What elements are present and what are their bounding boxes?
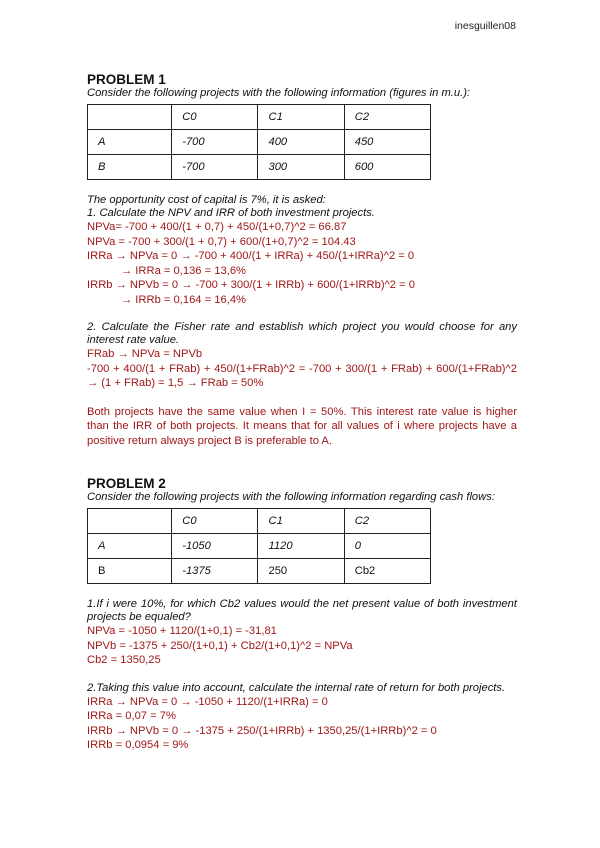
answer-line: NPVb = -1375 + 250/(1+0,1) + Cb2/(1+0,1)^2 = NPVa: [87, 639, 353, 652]
answer-line: IRRa = 0,07 = 7%: [87, 710, 176, 722]
answer-line: → IRRb = 0,164 = 16,4%: [121, 293, 247, 306]
answer-line: IRRb = 0,0954 = 9%: [87, 739, 189, 751]
table-header-row: [88, 509, 431, 534]
answer-line: NPVa = -700 + 300/(1 + 0,7) + 600/(1+0,7)^2 = 104.43: [87, 235, 356, 248]
table-cell: 300: [258, 155, 344, 180]
table-row: [88, 534, 431, 559]
table-header-cell: C1: [258, 105, 344, 130]
table-cell: A: [88, 534, 172, 559]
answer-line: NPVa = -1050 + 1120/(1+0,1) = -31,81: [87, 625, 277, 637]
table-cell: 1120: [258, 534, 344, 559]
problem-2-question-2: 2.Taking this value into account, calculate the internal rate of return for both projects.: [87, 681, 506, 694]
table-header-cell: C2: [344, 105, 430, 130]
table-cell: A: [88, 130, 172, 155]
table-cell: 600: [344, 155, 430, 180]
problem-1-conclusion: Both projects have the same value when I = 50%. This interest rate value is higher than the IRR of both projects. It means that for all values of i where projects have a positive return always project B is preferable to A.: [87, 405, 517, 447]
table-cell: 450: [344, 130, 430, 155]
table-header-cell: C1: [258, 509, 344, 534]
answer-line: -700 + 400/(1 + FRab) + 450/(1+FRab)^2 = -700 + 300/(1 + FRab) + 600/(1+FRab)^2 → (1 + FRab) = 1,5 → FRab = 50%: [87, 362, 517, 389]
table-row: [88, 559, 431, 584]
table-header-cell: [88, 509, 172, 534]
problem-1-question-1: 1. Calculate the NPV and IRR of both investment projects.: [87, 207, 375, 219]
document-body: [87, 72, 517, 753]
problem-2-table: [87, 508, 431, 584]
answer-line: IRRb → NPVb = 0 → -1375 + 250/(1+IRRb) + 1350,25/(1+IRRb)^2 = 0: [87, 724, 437, 737]
table-cell: B: [88, 155, 172, 180]
problem-2-question-1: 1.If i were 10%, for which Cb2 values would the net present value of both investment projects be equaled?: [87, 598, 517, 623]
problem-1-title: PROBLEM 1: [87, 72, 166, 87]
table-cell: Cb2: [344, 559, 430, 584]
answer-line: NPVa= -700 + 400/(1 + 0,7) + 450/(1+0,7)^2 = 66.87: [87, 221, 347, 233]
table-header-row: [88, 105, 431, 130]
answer-line: IRRa → NPVa = 0 → -1050 + 1120/(1+IRRa) = 0: [87, 695, 328, 708]
table-header-cell: C2: [344, 509, 430, 534]
answer-line: → IRRa = 0,136 = 13,6%: [121, 264, 247, 277]
table-header-cell: C0: [172, 105, 258, 130]
problem-1-intro: Consider the following projects with the following information (figures in m.u.):: [87, 87, 471, 99]
table-cell: -700: [172, 155, 258, 180]
problem-2-intro: Consider the following projects with the following information regarding cash flows:: [87, 491, 495, 503]
problem-2-title: PROBLEM 2: [87, 476, 166, 491]
answer-line: FRab → NPVa = NPVb: [87, 348, 203, 360]
table-cell: 400: [258, 130, 344, 155]
table-row: [88, 130, 431, 155]
answer-line: IRRb → NPVb = 0 → -700 + 300/(1 + IRRb) + 600/(1+IRRb)^2 = 0: [87, 279, 415, 291]
table-header-cell: C0: [172, 509, 258, 534]
problem-1-section: [87, 72, 517, 448]
table-cell: 250: [258, 559, 344, 584]
table-cell: -1050: [172, 534, 258, 559]
problem-1-question-2: 2. Calculate the Fisher rate and establish which project you would choose for any interest rate value.: [87, 321, 517, 346]
table-cell: B: [88, 559, 172, 584]
answer-line: IRRa → NPVa = 0 → -700 + 400/(1 + IRRa) + 450/(1+IRRa)^2 = 0: [87, 250, 415, 262]
problem-1-table: [87, 104, 431, 180]
table-header-cell: [88, 105, 172, 130]
table-row: [88, 155, 431, 180]
table-cell: -1375: [172, 559, 258, 584]
author-header: inesguillen08: [454, 20, 516, 32]
answer-line: Cb2 = 1350,25: [87, 654, 161, 666]
problem-2-section: [87, 476, 517, 753]
problem-1-context: The opportunity cost of capital is 7%, it is asked:: [87, 194, 326, 206]
table-cell: -700: [172, 130, 258, 155]
table-cell: 0: [344, 534, 430, 559]
